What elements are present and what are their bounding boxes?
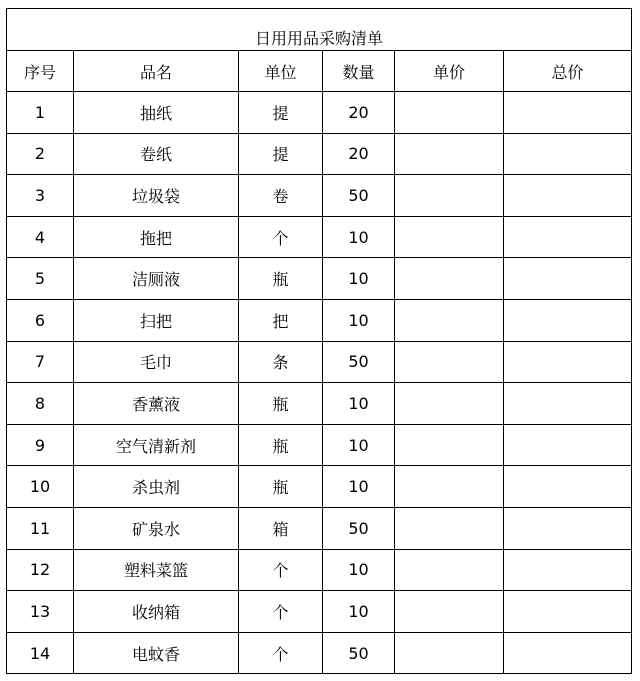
- cell-price: [395, 591, 504, 633]
- cell-qty: 10: [323, 383, 395, 425]
- cell-qty: 10: [323, 466, 395, 508]
- cell-name: 毛巾: [74, 341, 239, 383]
- cell-unit: 瓶: [239, 424, 323, 466]
- cell-no: 6: [7, 299, 74, 341]
- column-header-qty: 数量: [323, 51, 395, 92]
- cell-price: [395, 424, 504, 466]
- table-row: [7, 216, 632, 258]
- cell-qty: 20: [323, 92, 395, 134]
- cell-price: [395, 632, 504, 674]
- cell-unit: 瓶: [239, 466, 323, 508]
- cell-name: 塑料菜篮: [74, 549, 239, 591]
- table-row: [7, 466, 632, 508]
- cell-total: [504, 507, 632, 549]
- cell-price: [395, 216, 504, 258]
- cell-unit: 瓶: [239, 258, 323, 300]
- table-row: [7, 632, 632, 674]
- cell-name: 空气清新剂: [74, 424, 239, 466]
- table-row: [7, 383, 632, 425]
- table-row: [7, 175, 632, 217]
- cell-qty: 10: [323, 299, 395, 341]
- table-row: [7, 549, 632, 591]
- cell-unit: 卷: [239, 175, 323, 217]
- cell-unit: 箱: [239, 507, 323, 549]
- table-row: [7, 341, 632, 383]
- cell-name: 抽纸: [74, 92, 239, 134]
- cell-price: [395, 258, 504, 300]
- cell-no: 3: [7, 175, 74, 217]
- cell-price: [395, 175, 504, 217]
- cell-no: 12: [7, 549, 74, 591]
- cell-price: [395, 92, 504, 134]
- cell-unit: 个: [239, 216, 323, 258]
- cell-unit: 提: [239, 133, 323, 175]
- cell-name: 卷纸: [74, 133, 239, 175]
- table-row: [7, 133, 632, 175]
- cell-no: 9: [7, 424, 74, 466]
- cell-no: 1: [7, 92, 74, 134]
- cell-total: [504, 549, 632, 591]
- cell-qty: 20: [323, 133, 395, 175]
- cell-total: [504, 466, 632, 508]
- cell-price: [395, 299, 504, 341]
- cell-qty: 50: [323, 632, 395, 674]
- cell-name: 矿泉水: [74, 507, 239, 549]
- cell-no: 8: [7, 383, 74, 425]
- cell-name: 收纳箱: [74, 591, 239, 633]
- cell-name: 电蚊香: [74, 632, 239, 674]
- cell-no: 2: [7, 133, 74, 175]
- cell-unit: 条: [239, 341, 323, 383]
- purchase-list-document: [6, 8, 632, 674]
- cell-total: [504, 424, 632, 466]
- cell-qty: 50: [323, 175, 395, 217]
- cell-total: [504, 383, 632, 425]
- cell-unit: 瓶: [239, 383, 323, 425]
- cell-total: [504, 92, 632, 134]
- cell-qty: 50: [323, 341, 395, 383]
- table-row: [7, 299, 632, 341]
- cell-unit: 把: [239, 299, 323, 341]
- cell-total: [504, 341, 632, 383]
- cell-price: [395, 466, 504, 508]
- table-title-row: [7, 9, 632, 51]
- cell-no: 4: [7, 216, 74, 258]
- column-header-name: 品名: [74, 51, 239, 92]
- cell-name: 杀虫剂: [74, 466, 239, 508]
- cell-total: [504, 133, 632, 175]
- table-title: 日用用品采购清单: [7, 9, 632, 51]
- cell-price: [395, 507, 504, 549]
- cell-no: 5: [7, 258, 74, 300]
- cell-qty: 10: [323, 216, 395, 258]
- cell-unit: 个: [239, 632, 323, 674]
- cell-total: [504, 591, 632, 633]
- cell-unit: 个: [239, 549, 323, 591]
- cell-qty: 50: [323, 507, 395, 549]
- cell-unit: 提: [239, 92, 323, 134]
- column-header-no: 序号: [7, 51, 74, 92]
- cell-name: 垃圾袋: [74, 175, 239, 217]
- cell-no: 14: [7, 632, 74, 674]
- cell-price: [395, 133, 504, 175]
- cell-price: [395, 341, 504, 383]
- cell-no: 7: [7, 341, 74, 383]
- cell-total: [504, 216, 632, 258]
- table-header-row: [7, 51, 632, 92]
- cell-no: 13: [7, 591, 74, 633]
- cell-total: [504, 175, 632, 217]
- cell-total: [504, 258, 632, 300]
- column-header-total: 总价: [504, 51, 632, 92]
- cell-price: [395, 383, 504, 425]
- cell-total: [504, 299, 632, 341]
- cell-name: 拖把: [74, 216, 239, 258]
- table-row: [7, 591, 632, 633]
- column-header-unit: 单位: [239, 51, 323, 92]
- table-row: [7, 507, 632, 549]
- column-header-price: 单价: [395, 51, 504, 92]
- cell-total: [504, 632, 632, 674]
- cell-no: 11: [7, 507, 74, 549]
- cell-qty: 10: [323, 424, 395, 466]
- cell-no: 10: [7, 466, 74, 508]
- cell-price: [395, 549, 504, 591]
- cell-qty: 10: [323, 549, 395, 591]
- table-row: [7, 258, 632, 300]
- cell-name: 洁厕液: [74, 258, 239, 300]
- cell-name: 香薰液: [74, 383, 239, 425]
- purchase-list-table: [6, 8, 632, 674]
- cell-qty: 10: [323, 591, 395, 633]
- cell-name: 扫把: [74, 299, 239, 341]
- table-row: [7, 424, 632, 466]
- cell-qty: 10: [323, 258, 395, 300]
- table-row: [7, 92, 632, 134]
- cell-unit: 个: [239, 591, 323, 633]
